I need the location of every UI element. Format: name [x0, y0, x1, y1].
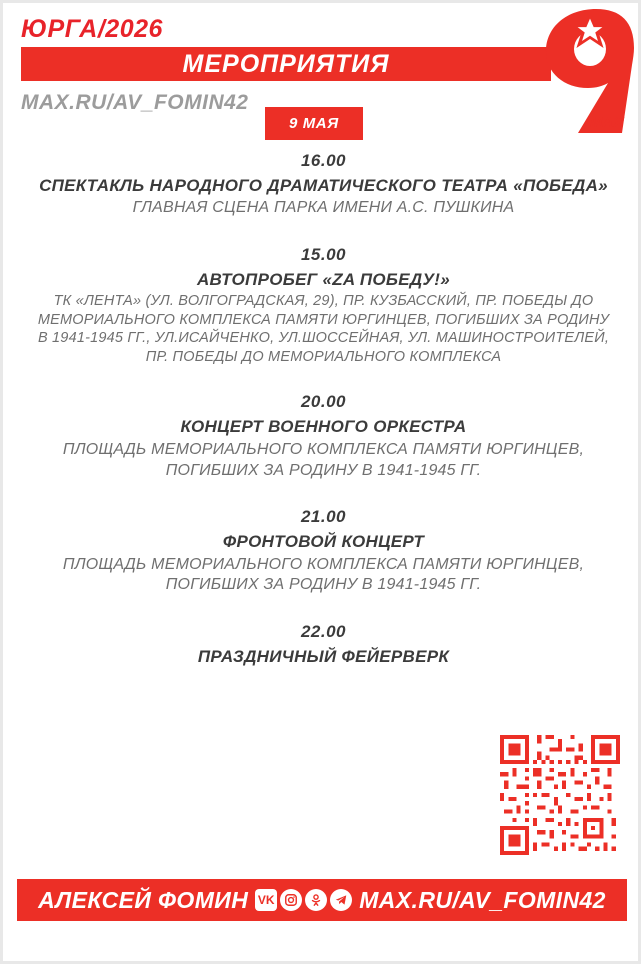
event-item — [3, 622, 641, 667]
event-title: ПРАЗДНИЧНЫЙ ФЕЙЕРВЕРК — [197, 647, 450, 667]
poster-header — [3, 3, 638, 143]
event-title: СПЕКТАКЛЬ НАРОДНОГО ДРАМАТИЧЕСКОГО ТЕАТРА «ПОБЕДА» — [39, 176, 608, 195]
event-title: КОНЦЕРТ ВОЕННОГО ОРКЕСТРА — [180, 417, 467, 437]
spacer — [3, 481, 641, 507]
event-place: ПЛОЩАДЬ МЕМОРИАЛЬНОГО КОМПЛЕКСА ПАМЯТИ ЮРГИНЦЕВ, ПОГИБШИХ ЗА РОДИНУ В 1941-1945 ГГ. — [62, 440, 585, 479]
event-item — [3, 151, 641, 219]
event-time: 16.00 — [300, 151, 347, 170]
footer-link[interactable]: MAX.RU/AV_FOMIN42 — [359, 886, 606, 913]
event-time: 22.00 — [300, 622, 347, 642]
event-item — [3, 507, 641, 596]
event-item — [3, 245, 641, 366]
instagram-icon[interactable] — [280, 889, 302, 911]
event-place: ТК «ЛЕНТА» (УЛ. ВОЛГОГРАДСКАЯ, 29), ПР. КУЗБАССКИЙ, ПР. ПОБЕДЫ ДО МЕМОРИАЛЬНОГО КОМПЛЕКСА ПАМЯТИ ЮРГИНЦЕВ, ПОГИБШИХ ЗА РОДИНУ В 1941-1945 ГГ., УЛ.ИСАЙЧЕНКО, УЛ.ШОССЕЙНАЯ, УЛ. МАШИНОСТРОИТЕЛЕЙ, ПР. ПОБЕДЫ ДО МЕМОРИАЛЬНОГО КОМПЛЕКСА — [37, 293, 610, 365]
event-title: АВТОПРОБЕГ «ZA ПОБЕДУ!» — [196, 270, 451, 290]
spacer — [3, 596, 641, 622]
vk-icon[interactable]: VK — [255, 889, 277, 911]
event-title: ФРОНТОВОЙ КОНЦЕРТ — [222, 532, 425, 552]
event-place: ГЛАВНАЯ СЦЕНА ПАРКА ИМЕНИ А.С. ПУШКИНА — [132, 199, 515, 217]
spacer — [3, 366, 641, 392]
footer-contact-bar — [17, 879, 627, 921]
site-url-label: MAX.RU/AV_FOMIN42 — [21, 91, 249, 114]
spacer — [3, 219, 641, 245]
section-title-band — [21, 47, 551, 81]
event-item — [3, 392, 641, 481]
odnoklassniki-icon[interactable] — [305, 889, 327, 911]
author-name: АЛЕКСЕЙ ФОМИН — [38, 886, 249, 913]
victory-day-logo — [504, 5, 634, 137]
event-time: 20.00 — [300, 392, 347, 412]
event-place: ПЛОЩАДЬ МЕМОРИАЛЬНОГО КОМПЛЕКСА ПАМЯТИ ЮРГИНЦЕВ, ПОГИБШИХ ЗА РОДИНУ В 1941-1945 ГГ. — [62, 555, 585, 594]
city-year-label: ЮРГА/2026 — [21, 15, 163, 43]
section-title: МЕРОПРИЯТИЯ — [182, 49, 390, 78]
event-time: 15.00 — [300, 245, 347, 265]
qr-code[interactable] — [500, 735, 620, 855]
date-chip: 9 МАЯ — [265, 107, 363, 140]
logo-caption: МАЯ — [589, 114, 625, 131]
event-time: 21.00 — [300, 507, 347, 527]
telegram-icon[interactable] — [330, 889, 352, 911]
social-links — [255, 889, 352, 911]
